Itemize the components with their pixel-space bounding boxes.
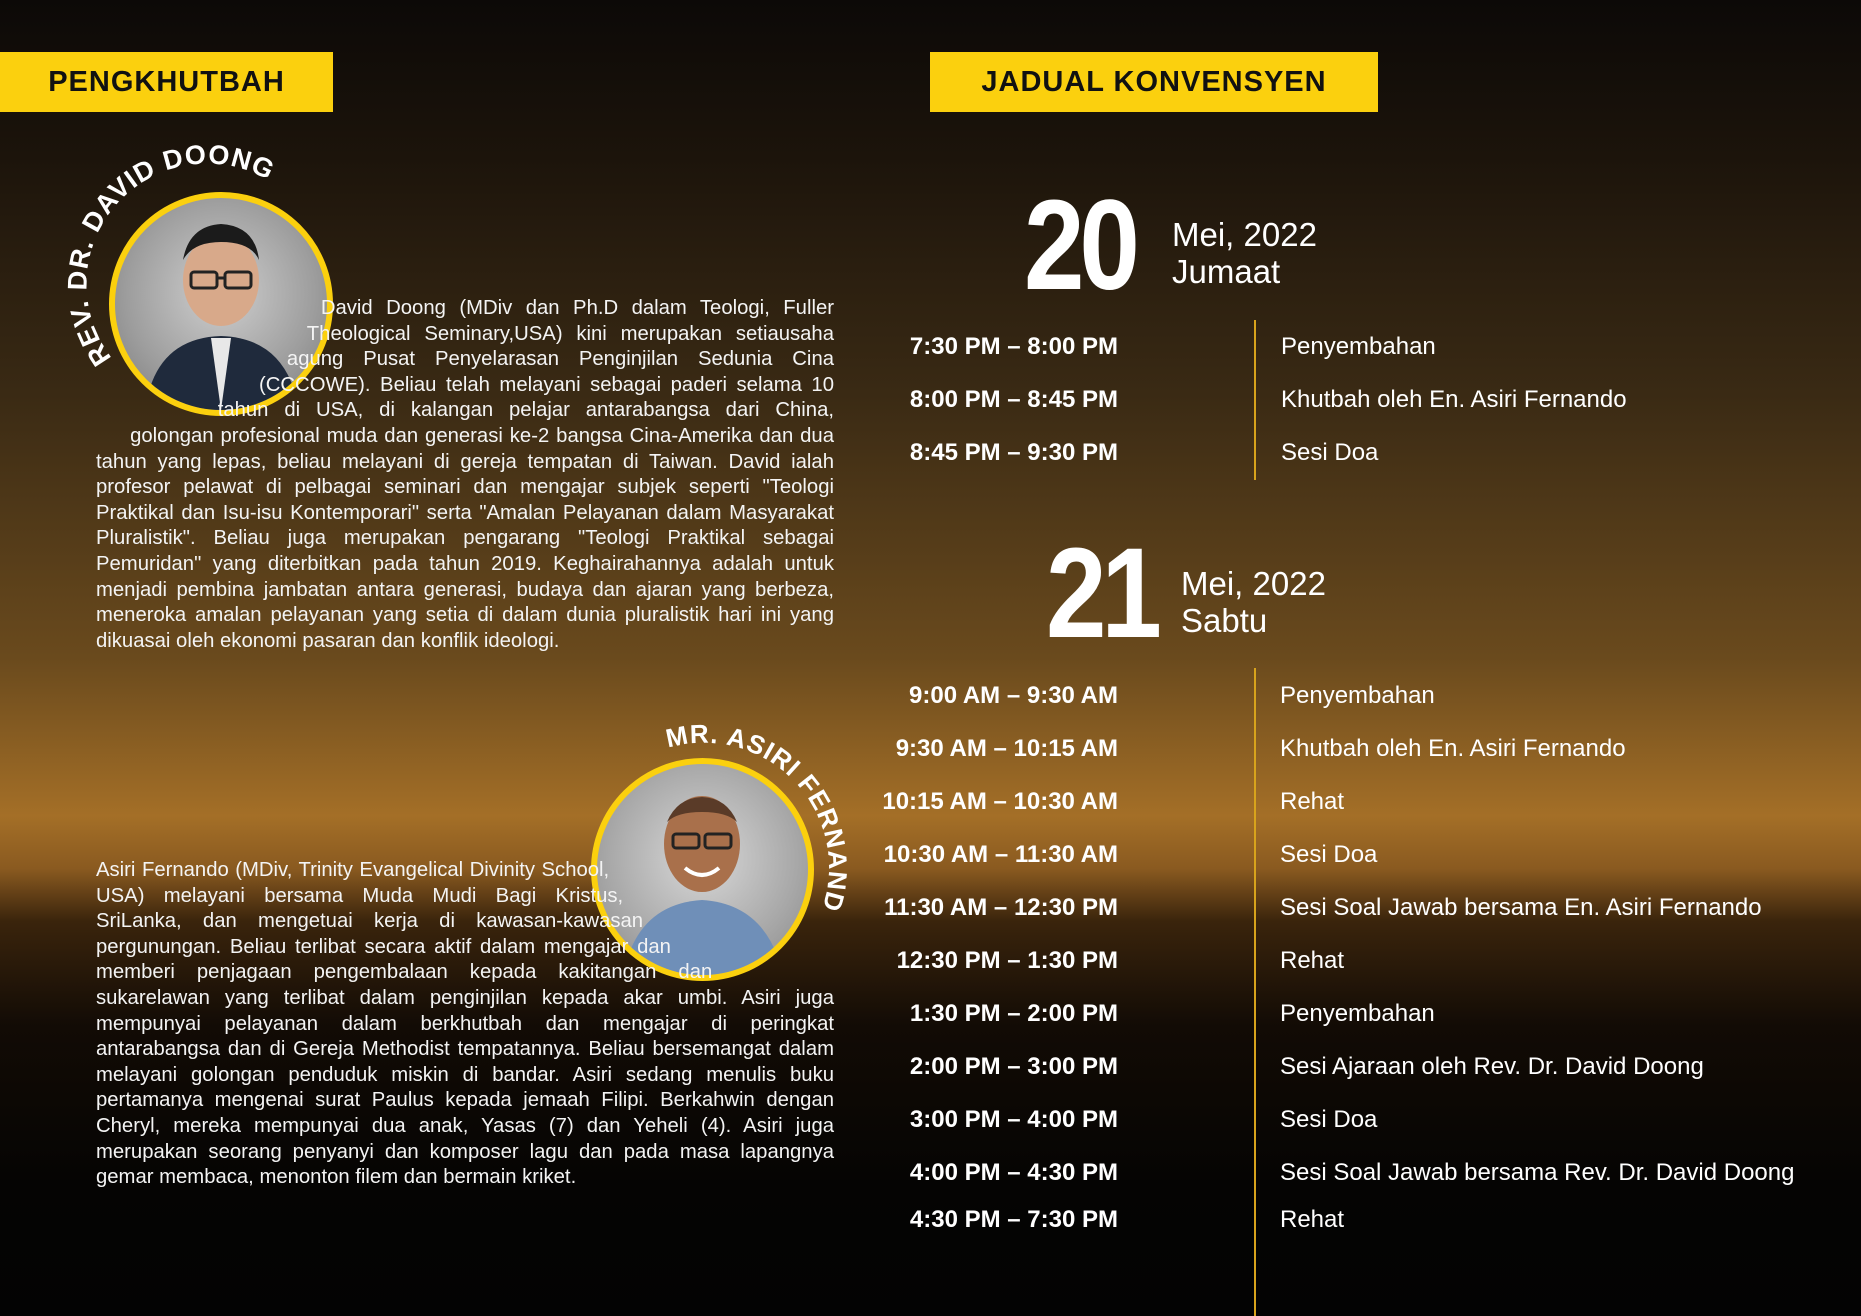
activity: Khutbah oleh En. Asiri Fernando — [1280, 735, 1626, 762]
time-slot: 11:30 AM – 12:30 PM — [884, 894, 1118, 921]
day-number: 21 — [1046, 522, 1157, 665]
schedule-row — [909, 1106, 1830, 1136]
time-slot: 2:00 PM – 3:00 PM — [909, 1053, 1118, 1080]
time-slot: 7:30 PM – 8:00 PM — [909, 333, 1118, 360]
activity: Sesi Doa — [1280, 841, 1378, 868]
time-slot: 4:00 PM – 4:30 PM — [909, 1159, 1118, 1186]
activity: Sesi Soal Jawab bersama Rev. Dr. David Doong — [1280, 1159, 1795, 1186]
schedule-row — [909, 386, 1830, 416]
speakers-heading: PENGKHUTBAH — [0, 52, 333, 112]
bio-text: Asiri Fernando (MDiv, Trinity Evangelical Divinity School, USA) melayani bersama Muda Mudi Bagi Kristus, SriLanka, dan mengetuai kerja di kawasan-kawasan pergunungan. Beliau terlibat secara aktif dalam mengajar dan memberi penjagaan pengembalaan kepada kakitangan dan sukarelawan yang terlibat dalam penginjilan kepada akar umbi. Asiri juga mempunyai pelayanan dalam berkhutbah dan mengajar di peringkat antarabangsa dan di Gereja Methodist tempatannya. Beliau bersemangat dalam melayani golongan penduduk miskin di bandar. Asiri sedang menulis buku pertamanya mengenai surat Paulus kepada jemaah Filipi. Berkahwin dengan Cheryl, mereka mempunyai dua anak, Yasas (7) dan Yeheli (4). Asiri juga merupakan seorang penyanyi dan komposer lagu dan pada masa lapangnya gemar membaca, menonton filem dan bermain kriket. — [96, 859, 834, 1189]
time-slot: 9:00 AM – 9:30 AM — [909, 682, 1118, 709]
activity: Rehat — [1280, 947, 1345, 974]
activity: Penyembahan — [1280, 1000, 1435, 1027]
schedule-row — [884, 894, 1830, 924]
schedule-row — [909, 333, 1830, 363]
time-slot: 8:45 PM – 9:30 PM — [909, 439, 1118, 466]
activity: Penyembahan — [1280, 682, 1435, 709]
schedule-row — [909, 682, 1830, 712]
time-slot: 3:00 PM – 4:00 PM — [909, 1106, 1118, 1133]
schedule-row — [909, 1000, 1830, 1030]
bio-asiri-fernando — [96, 858, 834, 1191]
day-number: 20 — [1024, 174, 1135, 317]
weekday: Sabtu — [1181, 602, 1268, 639]
schedule-row — [909, 1159, 1830, 1189]
activity: Sesi Doa — [1280, 1106, 1378, 1133]
day-date — [1172, 216, 1317, 290]
activity: Rehat — [1280, 788, 1345, 815]
time-slot: 10:15 AM – 10:30 AM — [882, 788, 1118, 815]
time-slot: 12:30 PM – 1:30 PM — [896, 947, 1118, 974]
schedule-row — [895, 735, 1830, 765]
activity: Sesi Doa — [1281, 439, 1379, 466]
schedule-row — [883, 841, 1830, 871]
schedule-row — [909, 1206, 1830, 1236]
month-year: Mei, 2022 — [1172, 216, 1317, 253]
speaker-name-text: MR. ASIRI FERNANDO — [537, 688, 854, 916]
schedule-row — [909, 439, 1830, 469]
schedule-row — [882, 788, 1830, 818]
time-slot: 9:30 AM – 10:15 AM — [895, 735, 1118, 762]
activity: Penyembahan — [1281, 333, 1436, 360]
bio-text: David Doong (MDiv dan Ph.D dalam Teologi, Fuller Theological Seminary,USA) kini merupakan setiausaha agung Pusat Penyelarasan Penginjilan Sedunia Cina (CCCOWE). Beliau telah melayani sebagai paderi selama 10 tahun di USA, di kalangan pelajar antarabangsa dari China, golongan profesional muda dan generasi ke-2 bangsa Cina-Amerika dan dua tahun yang lepas, beliau melayani di gereja tempatan di Taiwan. David ialah profesor pelawat di pelbagai seminari dan mengajar subjek seperti "Teologi Praktikal dan Isu-isu Kontemporari" serta "Amalan Pelayanan dalam Masyarakat Pluralistik". Beliau juga merupakan pengarang "Teologi Praktikal sebagai Pemuridan" yang diterbitkan pada tahun 2019. Keghairahannya adalah untuk menjadi pembina jambatan antara generasi, budaya dan ajaran yang berbeza, meneroka amalan pelayanan yang setia di dalam dunia pluralistik hari ini yang dikuasai oleh ekonomi pasaran dan konflik ideologi. — [96, 297, 834, 652]
schedule-row — [896, 947, 1830, 977]
schedule-row — [909, 1053, 1830, 1083]
activity: Khutbah oleh En. Asiri Fernando — [1281, 386, 1627, 413]
time-slot: 1:30 PM – 2:00 PM — [909, 1000, 1118, 1027]
time-slot: 8:00 PM – 8:45 PM — [909, 386, 1118, 413]
time-slot: 10:30 AM – 11:30 AM — [883, 841, 1118, 868]
schedule-heading: JADUAL KONVENSYEN — [930, 52, 1378, 112]
activity: Sesi Ajaraan oleh Rev. Dr. David Doong — [1280, 1053, 1704, 1080]
weekday: Jumaat — [1172, 253, 1281, 290]
day-date — [1181, 565, 1326, 639]
activity: Sesi Soal Jawab bersama En. Asiri Fernando — [1280, 894, 1762, 921]
month-year: Mei, 2022 — [1181, 565, 1326, 602]
activity: Rehat — [1280, 1206, 1345, 1233]
time-slot: 4:30 PM – 7:30 PM — [909, 1206, 1118, 1233]
speaker-name-text: REV. DR. DAVID DOONG — [62, 139, 280, 372]
bio-david-doong — [96, 296, 834, 654]
